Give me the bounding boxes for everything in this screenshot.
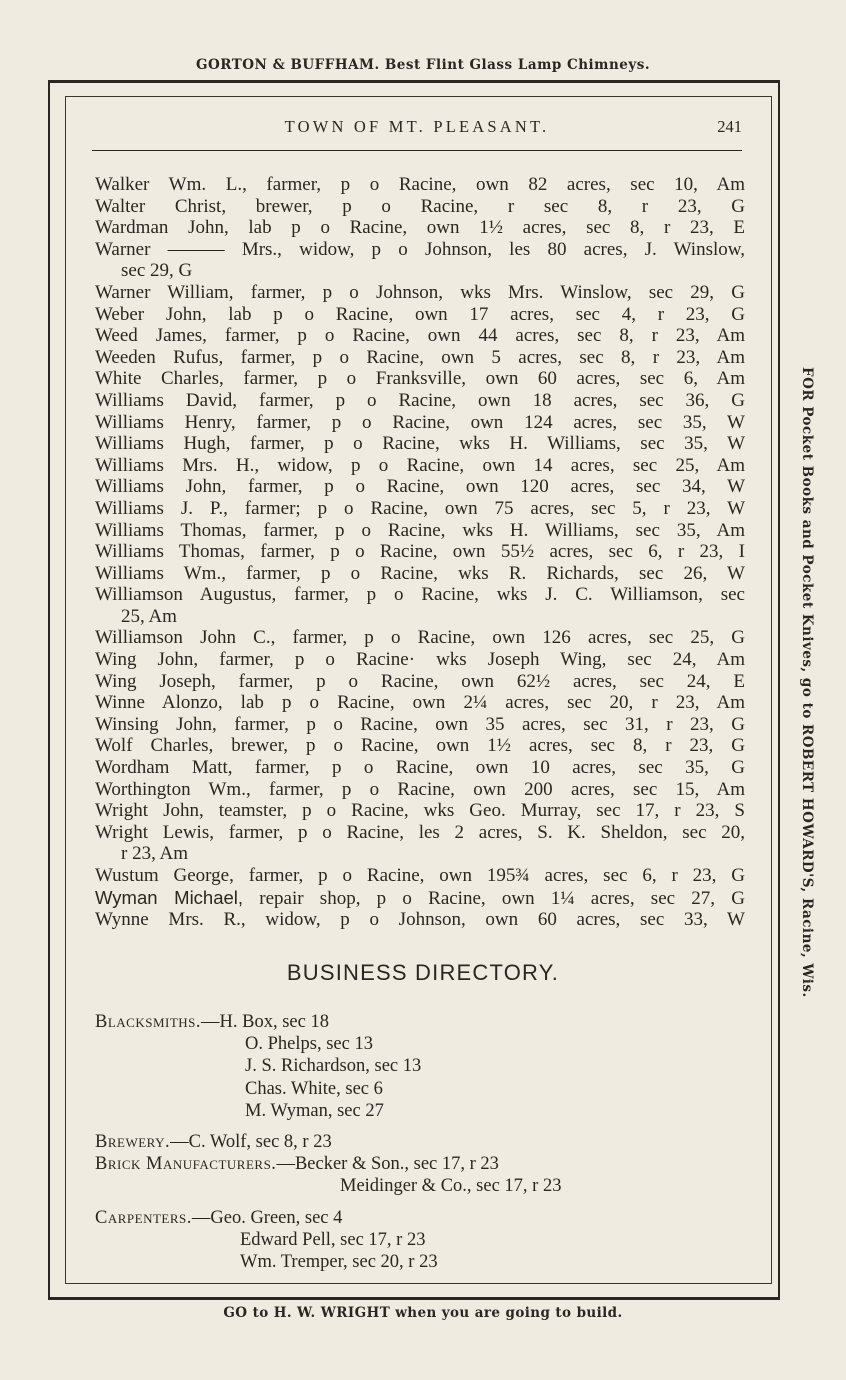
business-listing: —C. Wolf, sec 8, r 23 — [170, 1132, 332, 1153]
directory-entry: White Charles, farmer, p o Franksville, own 60 acres, sec 6, Am — [95, 368, 745, 390]
business-listing: —H. Box, sec 18 — [201, 1012, 329, 1032]
directory-entry-continuation: sec 29, G — [121, 260, 193, 282]
directory-entry: Wing Joseph, farmer, p o Racine, own 62½ acres, sec 24, E — [95, 670, 745, 692]
wyman-details: repair shop, p o Racine, own 1¼ acres, sec 27, G — [259, 887, 745, 909]
header-rule — [92, 150, 742, 151]
directory-entry-continuation: 25, Am — [121, 605, 177, 627]
directory-entry: Williams Mrs. H., widow, p o Racine, own 14 acres, sec 25, Am — [95, 454, 745, 476]
blacksmiths-first — [95, 1011, 745, 1033]
directory-entry: Worthington Wm., farmer, p o Racine, own 200 acres, sec 15, Am — [95, 778, 745, 800]
business-directory — [95, 1011, 745, 1273]
brewery-first — [95, 1131, 745, 1153]
directory-entry: Williams Thomas, farmer, p o Racine, own 55½ acres, sec 6, r 23, I — [95, 541, 745, 563]
directory-entry: Wardman John, lab p o Racine, own 1½ acres, sec 8, r 23, E — [95, 217, 745, 239]
directory-entry: Wynne Mrs. R., widow, p o Johnson, own 60 acres, sec 33, W — [95, 909, 745, 931]
business-listing: M. Wyman, sec 27 — [245, 1100, 384, 1121]
directory-entry: Williams Henry, farmer, p o Racine, own 124 acres, sec 35, W — [95, 411, 745, 433]
directory-entry: Weber John, lab p o Racine, own 17 acres, sec 4, r 23, G — [95, 303, 745, 325]
directory-entry: Walker Wm. L., farmer, p o Racine, own 82 acres, sec 10, Am — [95, 174, 745, 195]
category-label-brewery: Brewery. — [95, 1132, 171, 1153]
directory-entry: Wolf Charles, brewer, p o Racine, own 1½ acres, sec 8, r 23, G — [95, 735, 745, 757]
wyman-name: Wyman Michael, — [95, 886, 244, 908]
directory-entry-continuation: r 23, Am — [121, 843, 189, 865]
directory-entry: Winsing John, farmer, p o Racine, own 35 acres, sec 31, r 23, G — [95, 713, 745, 735]
directory-entry: Walter Christ, brewer, p o Racine, r sec 8, r 23, G — [95, 195, 745, 217]
directory-entry: Wright Lewis, farmer, p o Racine, les 2 acres, S. K. Sheldon, sec 20, — [95, 821, 745, 843]
directory-entry: Weeden Rufus, farmer, p o Racine, own 5 acres, sec 8, r 23, Am — [95, 346, 745, 368]
business-listing: J. S. Richardson, sec 13 — [245, 1056, 422, 1077]
directory-entry: Winne Alonzo, lab p o Racine, own 2¼ acres, sec 20, r 23, Am — [95, 692, 745, 714]
directory-entries — [95, 174, 745, 931]
business-listing: O. Phelps, sec 13 — [245, 1034, 373, 1055]
business-listing: —Becker & Son., sec 17, r 23 — [276, 1154, 499, 1175]
category-label-blacksmiths: Blacksmiths. — [95, 1012, 202, 1032]
directory-entry: Warner ——— Mrs., widow, p o Johnson, les 80 acres, J. Winslow, — [95, 238, 745, 260]
business-listing: Chas. White, sec 6 — [245, 1078, 383, 1099]
business-listing: Meidinger & Co., sec 17, r 23 — [340, 1176, 562, 1197]
directory-entry: Wing John, farmer, p o Racine· wks Joseph Wing, sec 24, Am — [95, 649, 745, 671]
top-advertisement: GORTON & BUFFHAM. Best Flint Glass Lamp Chimneys. — [195, 57, 651, 73]
directory-entry: Williams John, farmer, p o Racine, own 120 acres, sec 34, W — [95, 476, 745, 498]
running-header — [92, 117, 742, 137]
category-label-brick-manufacturers: Brick Manufacturers. — [95, 1154, 277, 1175]
business-directory-heading: BUSINESS DIRECTORY. — [286, 960, 560, 985]
directory-entry: Wright John, teamster, p o Racine, wks Geo. Murray, sec 17, r 23, S — [95, 800, 745, 822]
directory-entry: Williams Wm., farmer, p o Racine, wks R. Richards, sec 26, W — [95, 562, 745, 584]
directory-entry: Williams J. P., farmer; p o Racine, own 75 acres, sec 5, r 23, W — [95, 497, 745, 519]
business-listing: Edward Pell, sec 17, r 23 — [240, 1229, 426, 1250]
directory-entry-wyman — [95, 887, 745, 910]
directory-entry: Williams David, farmer, p o Racine, own 18 acres, sec 36, G — [95, 389, 745, 411]
directory-entry: Williams Thomas, farmer, p o Racine, wks H. Williams, sec 35, Am — [95, 519, 745, 541]
business-listing: —Geo. Green, sec 4 — [191, 1207, 343, 1228]
directory-entry: Warner William, farmer, p o Johnson, wks Mrs. Winslow, sec 29, G — [95, 281, 745, 303]
directory-entry: Weed James, farmer, p o Racine, own 44 acres, sec 8, r 23, Am — [95, 325, 745, 347]
brick-first — [95, 1153, 745, 1175]
side-advertisement: FOR Pocket Books and Pocket Knives, go to ROBERT HOWARD'S, Racine, Wis. — [799, 366, 815, 998]
business-listing: Wm. Tremper, sec 20, r 23 — [240, 1252, 438, 1273]
carpenters-first — [95, 1207, 745, 1229]
page-number: 241 — [717, 117, 742, 136]
category-label-carpenters: Carpenters. — [95, 1207, 192, 1228]
directory-entry: Williams Hugh, farmer, p o Racine, wks H. Williams, sec 35, W — [95, 433, 745, 455]
bottom-advertisement: GO to H. W. WRIGHT when you are going to build. — [223, 1305, 623, 1321]
page-title: TOWN OF MT. PLEASANT. — [284, 117, 550, 136]
directory-entry: Wordham Matt, farmer, p o Racine, own 10 acres, sec 35, G — [95, 757, 745, 779]
directory-entry: Williamson Augustus, farmer, p o Racine, wks J. C. Williamson, sec — [95, 584, 745, 606]
directory-entry: Williamson John C., farmer, p o Racine, own 126 acres, sec 25, G — [95, 627, 745, 649]
directory-entry: Wustum George, farmer, p o Racine, own 195¾ acres, sec 6, r 23, G — [95, 865, 745, 886]
